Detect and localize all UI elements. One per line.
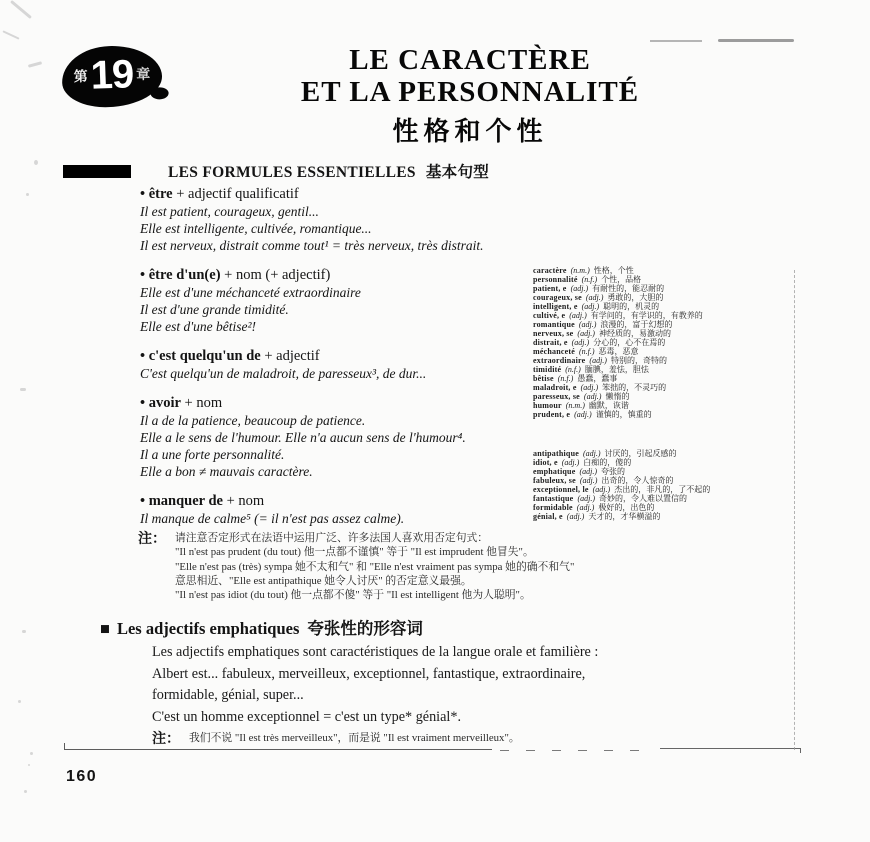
vocab-word: paresseux, se xyxy=(533,392,580,401)
example-line: Il a une forte personnalité. xyxy=(140,447,285,462)
formula-pattern: + adjectif qualificatif xyxy=(172,186,299,202)
vocab-entry xyxy=(533,302,795,311)
vocab-word: exceptionnel, le xyxy=(533,485,589,494)
vocab-translation: 懒惰的 xyxy=(605,392,630,401)
vocab-entry xyxy=(533,476,795,485)
vocab-translation: 幽默，诙谐 xyxy=(588,401,629,410)
formula-verb: être xyxy=(148,186,173,202)
vocab-translation: 出奇的，令人惊奇的 xyxy=(601,476,674,485)
chapter-badge xyxy=(61,44,163,108)
formula-block xyxy=(140,266,540,335)
vocab-translation: 杰出的，非凡的，了不起的 xyxy=(614,485,711,494)
vocab-translation: 分心的，心不在焉的 xyxy=(593,338,666,347)
margin-rule-right xyxy=(794,270,795,750)
vocab-translation: 神经质的，易激动的 xyxy=(598,329,671,338)
footer-rule-left xyxy=(64,749,492,750)
vocab-entry xyxy=(533,392,795,401)
chapter-badge-suffix: 章 xyxy=(135,67,151,83)
example-line: Il manque de calme⁵ (= il n'est pas assez calme). xyxy=(140,511,405,526)
vocab-word: romantique xyxy=(533,320,575,329)
vocab-entry xyxy=(533,284,795,293)
vocab-pos: (adj.) xyxy=(592,485,611,494)
footer-rule-right xyxy=(660,748,801,749)
formulas-column xyxy=(140,185,540,527)
scan-smudge xyxy=(30,752,33,755)
note-block-2 xyxy=(152,731,520,746)
vocab-pos: (adj.) xyxy=(578,320,597,329)
scan-smudge xyxy=(10,0,32,19)
paragraph-line: Albert est... fabuleux, merveilleux, exceptionnel, fantastique, extraordinaire, xyxy=(152,665,586,682)
example-line: Elle est d'une méchanceté extraordinaire xyxy=(140,285,361,300)
paragraph-line: formidable, génial, super... xyxy=(152,687,304,703)
vocab-entry xyxy=(533,494,795,503)
note-text: 我们不说 "Il est très merveilleux"，而是说 "Il est vraiment merveilleux"。 xyxy=(189,732,520,744)
vocab-word: maladroit, e xyxy=(533,383,577,392)
formula-examples xyxy=(140,412,540,480)
vocab-pos: (adj.) xyxy=(583,392,602,401)
vocab-word: génial, e xyxy=(533,512,563,521)
vocab-translation: 愚蠢，蠢事 xyxy=(577,374,618,383)
example-line: Il est patient, courageux, gentil... xyxy=(140,204,319,219)
section2-header xyxy=(100,615,423,639)
vocab-pos: (adj.) xyxy=(576,503,595,512)
vocab-pos: (adj.) xyxy=(589,356,607,365)
vocab-translation: 特别的，奇特的 xyxy=(610,356,667,365)
vocab-pos: (adj.) xyxy=(580,383,599,392)
vocab-translation: 夸张的 xyxy=(601,467,626,476)
vocab-pos: (adj.) xyxy=(574,410,592,419)
section2-title-cn: 夸张性的形容词 xyxy=(307,620,423,638)
vocab-translation: 白痴的，傻的 xyxy=(583,458,632,467)
scan-line-artifact xyxy=(718,39,794,42)
note-line: "Il n'est pas idiot (du tout) 他一点都不傻" 等于 "Il est intelligent 他为人聪明"。 xyxy=(175,589,531,602)
vocab-word: formidable xyxy=(533,503,573,512)
formula-block xyxy=(140,394,540,480)
vocab-word: intelligent, e xyxy=(533,302,578,311)
vocab-word: personnalité xyxy=(533,275,578,284)
vocab-pos: (adj.) xyxy=(570,284,589,293)
chapter-badge-prefix: 第 xyxy=(73,69,89,85)
vocab-pos: (adj.) xyxy=(581,302,600,311)
paragraph-line: Les adjectifs emphatiques sont caractéristiques de la langue orale et familière : xyxy=(152,644,599,660)
vocab-entry xyxy=(533,275,795,284)
formula-block xyxy=(140,492,540,527)
vocab-entry xyxy=(533,347,795,356)
title-chinese: 性格和个性 xyxy=(392,116,548,146)
vocab-word: distrait, e xyxy=(533,338,568,347)
vocab-list-1 xyxy=(533,266,795,419)
vocab-pos: (adj.) xyxy=(561,458,580,467)
vocab-translation: 性格，个性 xyxy=(593,266,634,275)
formula-block xyxy=(140,347,540,382)
vocab-entry xyxy=(533,356,795,365)
scan-smudge xyxy=(2,30,19,39)
vocab-pos: (adj.) xyxy=(566,512,585,521)
section2-paragraph xyxy=(152,642,697,728)
vocab-word: antipathique xyxy=(533,449,579,458)
example-line: Il a de la patience, beaucoup de patience. xyxy=(140,413,366,428)
vocab-translation: 有学问的，有学识的，有教养的 xyxy=(590,311,703,320)
vocab-list-2 xyxy=(533,449,795,521)
example-line: C'est quelqu'un de maladroit, de paresseux³, de dur... xyxy=(140,366,427,381)
vocab-entry xyxy=(533,458,795,467)
note-line: "Il n'est pas prudent (du tout) 他一点都不谨慎" 等于 "Il est imprudent 他冒失"。 xyxy=(175,546,534,559)
vocab-pos: (adj.) xyxy=(577,494,595,503)
scan-smudge xyxy=(26,193,29,196)
formula-pattern: + nom xyxy=(180,395,223,411)
vocab-word: fabuleux, se xyxy=(533,476,576,485)
section2-title-fr: Les adjectifs emphatiques xyxy=(116,619,300,638)
scan-smudge xyxy=(34,160,38,165)
formula-pattern: + adjectif xyxy=(260,348,320,364)
vocab-entry xyxy=(533,503,795,512)
example-line: Il est d'une grande timidité. xyxy=(140,302,289,317)
example-line: Elle a bon ≠ mauvais caractère. xyxy=(140,464,313,479)
vocab-word: courageux, se xyxy=(533,293,582,302)
vocab-word: fantastique xyxy=(533,494,574,503)
formula-head xyxy=(140,394,540,412)
paragraph-line: C'est un homme exceptionnel = c'est un type* génial*. xyxy=(152,708,462,725)
note-line: 意思相近、"Elle est antipathique 她令人讨厌" 的否定意义最强。 xyxy=(175,574,472,587)
vocab-translation: 奇妙的，令人难以置信的 xyxy=(599,494,687,503)
vocab-word: prudent, e xyxy=(533,410,571,419)
scan-smudge xyxy=(18,700,21,703)
formula-head xyxy=(140,185,540,203)
vocab-entry xyxy=(533,293,795,302)
vocab-translation: 有耐性的，能忍耐的 xyxy=(592,284,665,293)
formula-verb: c'est quelqu'un de xyxy=(148,348,261,364)
note-label: 注： xyxy=(138,530,166,546)
section1-title-fr: LES FORMULES ESSENTIELLES xyxy=(168,164,416,181)
vocab-word: caractère xyxy=(533,266,567,275)
scan-line-artifact xyxy=(650,40,702,42)
vocab-entry xyxy=(533,374,795,383)
example-line: Elle est d'une bêtise²! xyxy=(140,319,257,334)
formula-block xyxy=(140,185,540,254)
formula-examples xyxy=(140,284,540,335)
section1-header xyxy=(63,160,489,182)
vocab-pos: (adj.) xyxy=(571,338,590,347)
scan-smudge xyxy=(28,61,42,68)
section-bar-icon xyxy=(63,165,131,178)
formula-pattern: + nom (+ adjectif) xyxy=(220,267,331,283)
page-title xyxy=(235,44,705,148)
vocab-word: humour xyxy=(533,401,562,410)
note-line: "Elle n'est pas (très) sympa 她不太和气" 和 "Elle n'est vraiment pas sympa 她的确不和气" xyxy=(175,560,575,573)
vocab-word: nerveux, se xyxy=(533,329,574,338)
formula-head xyxy=(140,266,540,284)
vocab-translation: 谨慎的，慎重的 xyxy=(595,410,652,419)
vocab-translation: 笨拙的，不灵巧的 xyxy=(602,383,667,392)
vocab-entry xyxy=(533,401,795,410)
formula-verb: avoir xyxy=(148,395,181,411)
vocab-word: méchanceté xyxy=(533,347,575,356)
note-label: 注： xyxy=(152,730,180,746)
vocab-translation: 极好的，出色的 xyxy=(598,503,655,512)
scan-smudge xyxy=(24,790,27,793)
vocab-translation: 浪漫的，富于幻想的 xyxy=(600,320,673,329)
vocab-entry xyxy=(533,311,795,320)
scan-smudge xyxy=(28,764,30,766)
vocab-word: extraordinaire xyxy=(533,356,586,365)
vocab-entry xyxy=(533,266,795,275)
vocab-word: idiot, e xyxy=(533,458,558,467)
title-line-2: ET LA PERSONNALITÉ xyxy=(300,76,640,108)
vocab-translation: 聪明的，机灵的 xyxy=(603,302,660,311)
vocab-translation: 恶毒，恶意 xyxy=(598,347,639,356)
title-line-1: LE CARACTÈRE xyxy=(349,44,591,76)
vocab-translation: 天才的，才华横溢的 xyxy=(588,512,661,521)
note-block-1 xyxy=(138,531,574,602)
formula-head xyxy=(140,492,540,510)
formula-examples xyxy=(140,510,540,527)
chapter-number: 19 xyxy=(89,51,134,98)
vocab-entry xyxy=(533,485,795,494)
vocab-pos: (n.f.) xyxy=(581,275,598,284)
vocab-translation: 勇敢的，大胆的 xyxy=(607,293,664,302)
scan-smudge xyxy=(22,630,26,633)
note-line: 请注意否定形式在法语中运用广泛、许多法国人喜欢用否定句式： xyxy=(175,532,489,544)
vocab-pos: (adj.) xyxy=(577,329,595,338)
vocab-entry xyxy=(533,365,795,374)
vocab-word: timidité xyxy=(533,365,562,374)
vocab-word: patient, e xyxy=(533,284,567,293)
vocab-pos: (n.m.) xyxy=(565,401,585,410)
example-line: Elle a le sens de l'humour. Elle n'a aucun sens de l'humour⁴. xyxy=(140,430,466,445)
section1-title-cn: 基本句型 xyxy=(425,164,490,181)
scan-smudge xyxy=(20,388,26,391)
vocab-entry xyxy=(533,338,795,347)
vocab-pos: (n.f.) xyxy=(557,374,574,383)
note-lines xyxy=(175,531,574,602)
vocab-word: emphatique xyxy=(533,467,576,476)
vocab-pos: (n.m.) xyxy=(570,266,590,275)
vocab-pos: (adj.) xyxy=(579,476,598,485)
vocab-pos: (adj.) xyxy=(582,449,601,458)
formula-pattern: + nom xyxy=(222,493,265,509)
formula-verb: manquer de xyxy=(148,493,223,509)
vocab-word: cultivé, e xyxy=(533,311,566,320)
footer-rule-middle xyxy=(500,750,655,751)
vocab-translation: 腼腆，羞怯，胆怯 xyxy=(584,365,649,374)
example-line: Il est nerveux, distrait comme tout¹ = très nerveux, très distrait. xyxy=(140,238,484,253)
vocab-entry xyxy=(533,410,795,419)
section1-title xyxy=(168,160,489,182)
formula-examples xyxy=(140,365,540,382)
vocab-word: bêtise xyxy=(533,374,554,383)
vocab-translation: 个性，品格 xyxy=(601,275,642,284)
vocab-pos: (n.f.) xyxy=(578,347,595,356)
vocab-translation: 讨厌的，引起反感的 xyxy=(604,449,677,458)
page-number: 160 xyxy=(66,768,98,785)
vocab-entry xyxy=(533,467,795,476)
vocab-pos: (n.f.) xyxy=(565,365,581,374)
vocab-entry xyxy=(533,512,795,521)
vocab-entry xyxy=(533,383,795,392)
section-square-icon: ■ xyxy=(100,619,110,638)
example-line: Elle est intelligente, cultivée, romantique... xyxy=(140,221,372,236)
formula-head xyxy=(140,347,540,365)
vocab-entry xyxy=(533,449,795,458)
vocab-entry xyxy=(533,329,795,338)
vocab-entry xyxy=(533,320,795,329)
vocab-pos: (adj.) xyxy=(569,311,587,320)
formula-verb: être d'un(e) xyxy=(148,267,221,283)
formula-examples xyxy=(140,203,540,254)
vocab-pos: (adj.) xyxy=(585,293,604,302)
vocab-pos: (adj.) xyxy=(579,467,598,476)
